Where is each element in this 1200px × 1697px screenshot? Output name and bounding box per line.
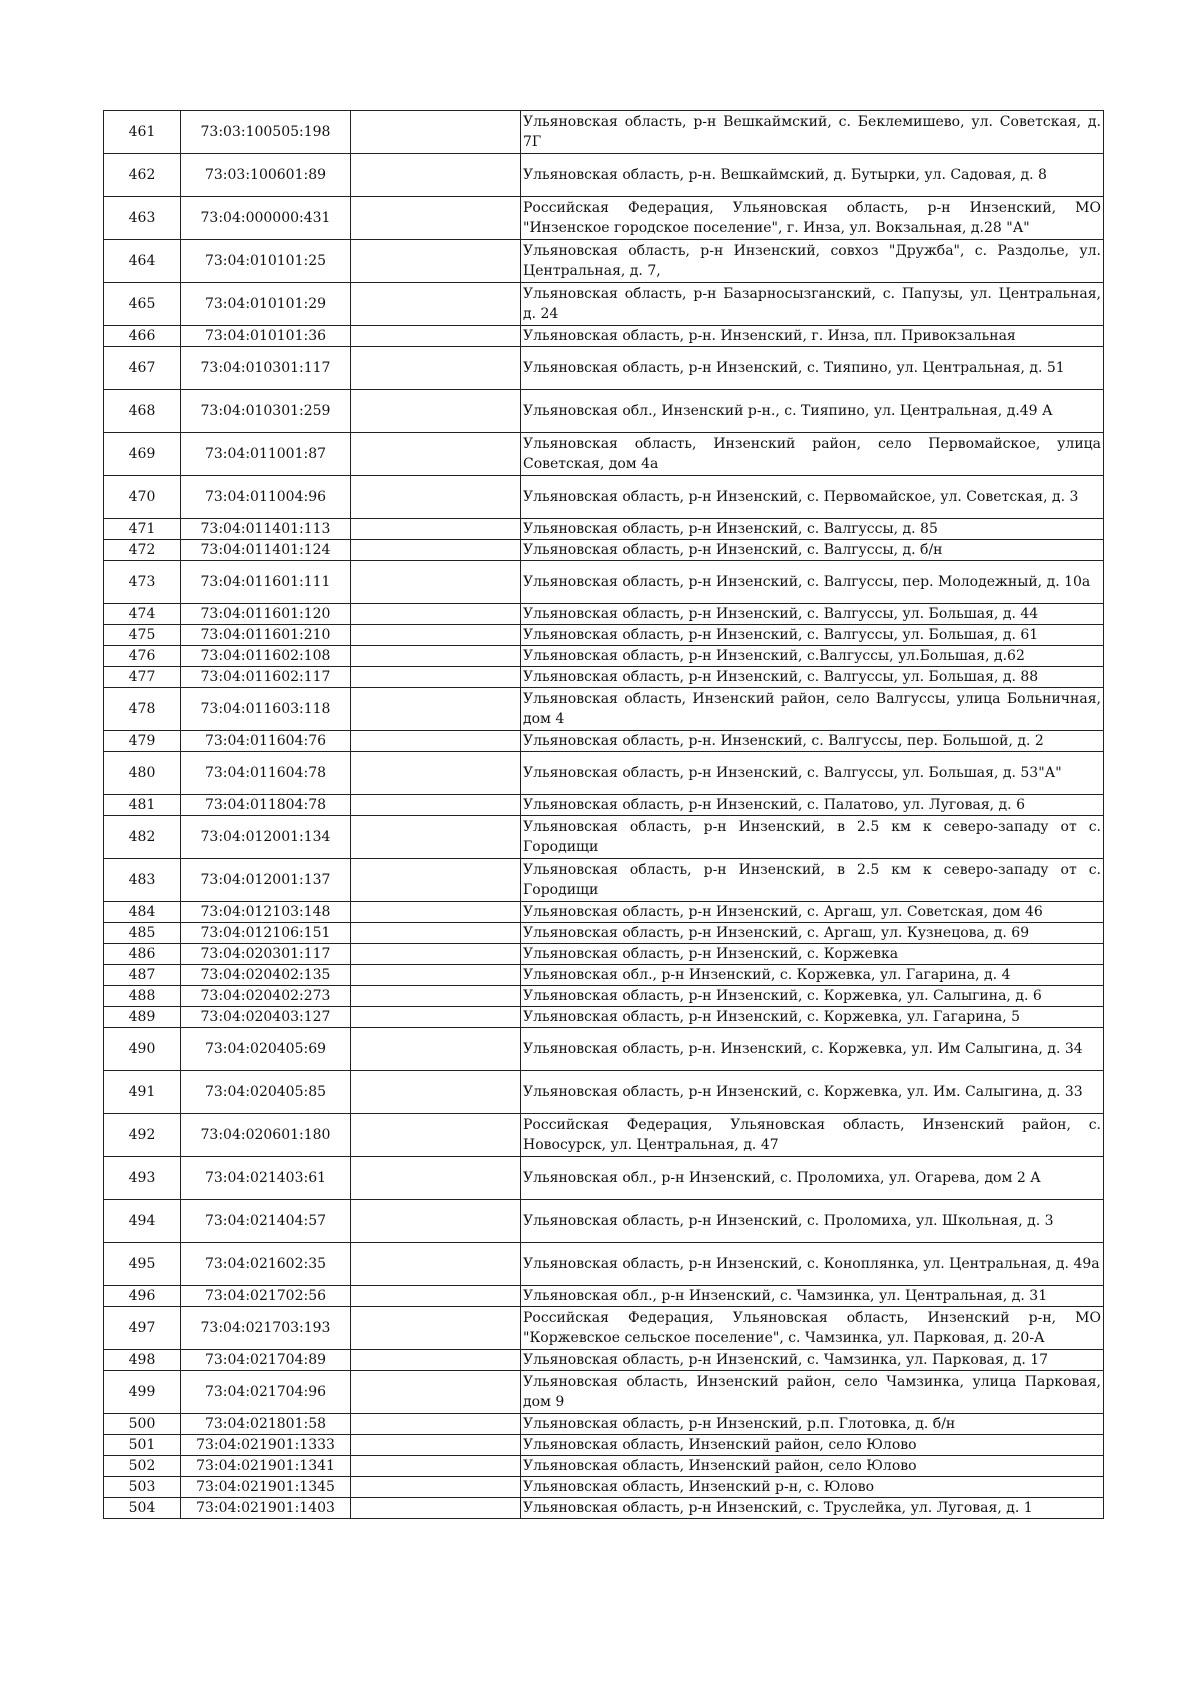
row-number-cell: 477 [104, 667, 181, 688]
row-number-cell: 471 [104, 519, 181, 540]
address-cell: Ульяновская область, р-н Инзенский, с. Труслейка, ул. Луговая, д. 1 [521, 1498, 1104, 1519]
empty-cell [351, 197, 521, 240]
address-cell: Ульяновская область, р-н. Инзенский, г. Инза, пл. Привокзальная [521, 326, 1104, 347]
row-number-cell: 496 [104, 1286, 181, 1307]
row-number-cell: 490 [104, 1028, 181, 1071]
empty-cell [351, 1477, 521, 1498]
row-number-cell: 497 [104, 1307, 181, 1350]
row-number-cell: 493 [104, 1157, 181, 1200]
empty-cell [351, 986, 521, 1007]
cadastral-number-cell: 73:04:012001:134 [181, 816, 351, 859]
table-row [104, 326, 1104, 347]
table-row [104, 731, 1104, 752]
table-body [104, 111, 1104, 1519]
row-number-cell: 474 [104, 604, 181, 625]
empty-cell [351, 1200, 521, 1243]
address-cell: Ульяновская область, р-н Инзенский, с. Коржевка, ул. Им. Салыгина, д. 33 [521, 1071, 1104, 1114]
cadastral-number-cell: 73:04:010101:25 [181, 240, 351, 283]
row-number-cell: 503 [104, 1477, 181, 1498]
row-number-cell: 478 [104, 688, 181, 731]
table-row [104, 667, 1104, 688]
empty-cell [351, 625, 521, 646]
cadastral-number-cell: 73:04:011603:118 [181, 688, 351, 731]
cadastral-number-cell: 73:04:011604:76 [181, 731, 351, 752]
cadastral-number-cell: 73:04:011604:78 [181, 752, 351, 795]
address-cell: Ульяновская область, р-н Инзенский, с. Валгуссы, д. б/н [521, 540, 1104, 561]
table-row [104, 1371, 1104, 1414]
address-cell: Ульяновская область, р-н Инзенский, с. Аргаш, ул. Советская, дом 46 [521, 902, 1104, 923]
row-number-cell: 486 [104, 944, 181, 965]
row-number-cell: 464 [104, 240, 181, 283]
cadastral-number-cell: 73:04:020402:135 [181, 965, 351, 986]
row-number-cell: 492 [104, 1114, 181, 1157]
address-cell: Ульяновская область, р-н Базарносызганский, с. Папузы, ул. Центральная, д. 24 [521, 283, 1104, 326]
cadastral-number-cell: 73:04:021704:96 [181, 1371, 351, 1414]
cadastral-number-cell: 73:03:100601:89 [181, 154, 351, 197]
table-row [104, 154, 1104, 197]
address-cell: Ульяновская область, р-н Инзенский, с. Валгуссы, ул. Большая, д. 44 [521, 604, 1104, 625]
table-row [104, 752, 1104, 795]
row-number-cell: 494 [104, 1200, 181, 1243]
row-number-cell: 466 [104, 326, 181, 347]
address-cell: Ульяновская область, Инзенский район, село Юлово [521, 1435, 1104, 1456]
address-cell: Ульяновская область, Инзенский р-н, с. Юлово [521, 1477, 1104, 1498]
empty-cell [351, 1456, 521, 1477]
address-cell: Ульяновская область, р-н Инзенский, с. Валгуссы, ул. Большая, д. 61 [521, 625, 1104, 646]
row-number-cell: 476 [104, 646, 181, 667]
row-number-cell: 499 [104, 1371, 181, 1414]
empty-cell [351, 731, 521, 752]
address-cell: Ульяновская область, р-н. Вешкаймский, д. Бутырки, ул. Садовая, д. 8 [521, 154, 1104, 197]
address-cell: Ульяновская область, р-н Инзенский, совхоз "Дружба", с. Раздолье, ул. Центральная, д. 7, [521, 240, 1104, 283]
empty-cell [351, 859, 521, 902]
address-cell: Ульяновская область, р-н Вешкаймский, с. Беклемишево, ул. Советская, д. 7Г [521, 111, 1104, 154]
empty-cell [351, 240, 521, 283]
row-number-cell: 491 [104, 1071, 181, 1114]
cadastral-number-cell: 73:04:021403:61 [181, 1157, 351, 1200]
empty-cell [351, 965, 521, 986]
table-row [104, 433, 1104, 476]
cadastral-number-cell: 73:04:021702:56 [181, 1286, 351, 1307]
cadastral-number-cell: 73:04:011601:210 [181, 625, 351, 646]
row-number-cell: 484 [104, 902, 181, 923]
address-cell: Ульяновская область, р-н Инзенский, с. Коржевка, ул. Гагарина, 5 [521, 1007, 1104, 1028]
table-row [104, 1007, 1104, 1028]
empty-cell [351, 1243, 521, 1286]
empty-cell [351, 1028, 521, 1071]
empty-cell [351, 433, 521, 476]
cadastral-number-cell: 73:04:011401:113 [181, 519, 351, 540]
empty-cell [351, 347, 521, 390]
row-number-cell: 485 [104, 923, 181, 944]
address-cell: Ульяновская область, р-н Инзенский, с. Валгуссы, пер. Молодежный, д. 10а [521, 561, 1104, 604]
cadastral-number-cell: 73:04:000000:431 [181, 197, 351, 240]
address-cell: Ульяновская область, р-н Инзенский, с. Тияпино, ул. Центральная, д. 51 [521, 347, 1104, 390]
cadastral-number-cell: 73:04:021901:1403 [181, 1498, 351, 1519]
row-number-cell: 504 [104, 1498, 181, 1519]
cadastral-number-cell: 73:04:010101:36 [181, 326, 351, 347]
table-row [104, 688, 1104, 731]
empty-cell [351, 1286, 521, 1307]
empty-cell [351, 1414, 521, 1435]
empty-cell [351, 667, 521, 688]
address-cell: Ульяновская обл., р-н Инзенский, с. Коржевка, ул. Гагарина, д. 4 [521, 965, 1104, 986]
address-cell: Ульяновская область, р-н. Инзенский, с. Валгуссы, пер. Большой, д. 2 [521, 731, 1104, 752]
address-cell: Ульяновская область, р-н Инзенский, с. Аргаш, ул. Кузнецова, д. 69 [521, 923, 1104, 944]
row-number-cell: 495 [104, 1243, 181, 1286]
table-row [104, 1498, 1104, 1519]
table-row [104, 1414, 1104, 1435]
address-cell: Ульяновская область, Инзенский район, село Валгуссы, улица Больничная, дом 4 [521, 688, 1104, 731]
row-number-cell: 498 [104, 1350, 181, 1371]
address-cell: Ульяновская область, Инзенский район, село Юлово [521, 1456, 1104, 1477]
cadastral-number-cell: 73:04:011001:87 [181, 433, 351, 476]
empty-cell [351, 944, 521, 965]
empty-cell [351, 519, 521, 540]
table-row [104, 816, 1104, 859]
table-row [104, 476, 1104, 519]
cadastral-number-cell: 73:04:021703:193 [181, 1307, 351, 1350]
address-cell: Ульяновская обл., Инзенский р-н., с. Тияпино, ул. Центральная, д.49 А [521, 390, 1104, 433]
address-cell: Ульяновская область, р-н Инзенский, в 2.5 км к северо-западу от с. Городищи [521, 859, 1104, 902]
empty-cell [351, 1307, 521, 1350]
table-row [104, 923, 1104, 944]
cadastral-number-cell: 73:04:021901:1345 [181, 1477, 351, 1498]
address-cell: Ульяновская область, р-н Инзенский, с. Коржевка [521, 944, 1104, 965]
cadastral-number-cell: 73:04:011601:111 [181, 561, 351, 604]
row-number-cell: 502 [104, 1456, 181, 1477]
address-cell: Ульяновская обл., р-н Инзенский, с. Чамзинка, ул. Центральная, д. 31 [521, 1286, 1104, 1307]
empty-cell [351, 1071, 521, 1114]
table-row [104, 111, 1104, 154]
cadastral-number-cell: 73:04:011804:78 [181, 795, 351, 816]
empty-cell [351, 154, 521, 197]
table-row [104, 1157, 1104, 1200]
table-row [104, 390, 1104, 433]
address-cell: Ульяновская область, р-н Инзенский, с. Валгуссы, д. 85 [521, 519, 1104, 540]
table-row [104, 795, 1104, 816]
empty-cell [351, 795, 521, 816]
table-row [104, 1028, 1104, 1071]
empty-cell [351, 923, 521, 944]
row-number-cell: 480 [104, 752, 181, 795]
cadastral-number-cell: 73:04:010301:117 [181, 347, 351, 390]
cadastral-number-cell: 73:04:021704:89 [181, 1350, 351, 1371]
empty-cell [351, 646, 521, 667]
table-row [104, 1350, 1104, 1371]
cadastral-number-cell: 73:04:021602:35 [181, 1243, 351, 1286]
table-row [104, 540, 1104, 561]
cadastral-number-cell: 73:04:021901:1333 [181, 1435, 351, 1456]
property-table [103, 110, 1103, 1519]
row-number-cell: 462 [104, 154, 181, 197]
table-row [104, 283, 1104, 326]
row-number-cell: 470 [104, 476, 181, 519]
address-cell: Российская Федерация, Ульяновская область, Инзенский р-н, МО "Коржевское сельское поселение", с. Чамзинка, ул. Парковая, д. 20-А [521, 1307, 1104, 1350]
cadastral-number-cell: 73:04:021801:58 [181, 1414, 351, 1435]
address-cell: Ульяновская область, р-н Инзенский, с.Валгуссы, ул.Большая, д.62 [521, 646, 1104, 667]
row-number-cell: 472 [104, 540, 181, 561]
row-number-cell: 461 [104, 111, 181, 154]
table-row [104, 1435, 1104, 1456]
cadastral-number-cell: 73:04:020405:69 [181, 1028, 351, 1071]
cadastral-number-cell: 73:04:011602:108 [181, 646, 351, 667]
address-cell: Российская Федерация, Ульяновская область, р-н Инзенский, МО "Инзенское городское поселение", г. Инза, ул. Вокзальная, д.28 "А" [521, 197, 1104, 240]
row-number-cell: 465 [104, 283, 181, 326]
row-number-cell: 479 [104, 731, 181, 752]
row-number-cell: 475 [104, 625, 181, 646]
row-number-cell: 469 [104, 433, 181, 476]
address-cell: Ульяновская область, р-н. Инзенский, с. Коржевка, ул. Им Салыгина, д. 34 [521, 1028, 1104, 1071]
cadastral-number-cell: 73:04:020403:127 [181, 1007, 351, 1028]
cadastral-number-cell: 73:04:020601:180 [181, 1114, 351, 1157]
cadastral-number-cell: 73:04:012106:151 [181, 923, 351, 944]
address-cell: Ульяновская область, р-н Инзенский, с. Первомайское, ул. Советская, д. 3 [521, 476, 1104, 519]
empty-cell [351, 604, 521, 625]
table-row [104, 519, 1104, 540]
table-row [104, 1114, 1104, 1157]
cadastral-number-cell: 73:04:012103:148 [181, 902, 351, 923]
empty-cell [351, 688, 521, 731]
empty-cell [351, 111, 521, 154]
property-table-grid [103, 110, 1104, 1519]
empty-cell [351, 1350, 521, 1371]
row-number-cell: 483 [104, 859, 181, 902]
table-row [104, 197, 1104, 240]
empty-cell [351, 283, 521, 326]
address-cell: Ульяновская область, р-н Инзенский, р.п. Глотовка, д. б/н [521, 1414, 1104, 1435]
empty-cell [351, 561, 521, 604]
cadastral-number-cell: 73:04:011401:124 [181, 540, 351, 561]
cadastral-number-cell: 73:03:100505:198 [181, 111, 351, 154]
cadastral-number-cell: 73:04:010101:29 [181, 283, 351, 326]
address-cell: Ульяновская область, р-н Инзенский, с. Коноплянка, ул. Центральная, д. 49а [521, 1243, 1104, 1286]
table-row [104, 347, 1104, 390]
cadastral-number-cell: 73:04:010301:259 [181, 390, 351, 433]
table-row [104, 240, 1104, 283]
row-number-cell: 468 [104, 390, 181, 433]
address-cell: Ульяновская область, р-н Инзенский, с. Валгуссы, ул. Большая, д. 53"А" [521, 752, 1104, 795]
table-row [104, 859, 1104, 902]
table-row [104, 986, 1104, 1007]
cadastral-number-cell: 73:04:020402:273 [181, 986, 351, 1007]
table-row [104, 1477, 1104, 1498]
row-number-cell: 489 [104, 1007, 181, 1028]
table-row [104, 1243, 1104, 1286]
address-cell: Ульяновская область, Инзенский район, село Первомайское, улица Советская, дом 4а [521, 433, 1104, 476]
empty-cell [351, 902, 521, 923]
row-number-cell: 467 [104, 347, 181, 390]
row-number-cell: 482 [104, 816, 181, 859]
row-number-cell: 481 [104, 795, 181, 816]
cadastral-number-cell: 73:04:020301:117 [181, 944, 351, 965]
row-number-cell: 463 [104, 197, 181, 240]
table-row [104, 604, 1104, 625]
cadastral-number-cell: 73:04:020405:85 [181, 1071, 351, 1114]
cadastral-number-cell: 73:04:021404:57 [181, 1200, 351, 1243]
address-cell: Ульяновская область, р-н Инзенский, с. Валгуссы, ул. Большая, д. 88 [521, 667, 1104, 688]
table-row [104, 1200, 1104, 1243]
empty-cell [351, 1498, 521, 1519]
empty-cell [351, 1371, 521, 1414]
address-cell: Ульяновская область, р-н Инзенский, в 2.5 км к северо-западу от с. Городищи [521, 816, 1104, 859]
table-row [104, 625, 1104, 646]
table-row [104, 944, 1104, 965]
address-cell: Российская Федерация, Ульяновская область, Инзенский район, с. Новосурск, ул. Центральная, д. 47 [521, 1114, 1104, 1157]
empty-cell [351, 326, 521, 347]
empty-cell [351, 1114, 521, 1157]
empty-cell [351, 476, 521, 519]
address-cell: Ульяновская обл., р-н Инзенский, с. Проломиха, ул. Огарева, дом 2 А [521, 1157, 1104, 1200]
table-row [104, 965, 1104, 986]
address-cell: Ульяновская область, р-н Инзенский, с. Чамзинка, ул. Парковая, д. 17 [521, 1350, 1104, 1371]
address-cell: Ульяновская область, р-н Инзенский, с. Проломиха, ул. Школьная, д. 3 [521, 1200, 1104, 1243]
table-row [104, 1071, 1104, 1114]
row-number-cell: 473 [104, 561, 181, 604]
cadastral-number-cell: 73:04:021901:1341 [181, 1456, 351, 1477]
row-number-cell: 501 [104, 1435, 181, 1456]
empty-cell [351, 1007, 521, 1028]
empty-cell [351, 540, 521, 561]
empty-cell [351, 1157, 521, 1200]
table-row [104, 646, 1104, 667]
address-cell: Ульяновская область, р-н Инзенский, с. Коржевка, ул. Салыгина, д. 6 [521, 986, 1104, 1007]
table-row [104, 902, 1104, 923]
table-row [104, 1307, 1104, 1350]
address-cell: Ульяновская область, р-н Инзенский, с. Палатово, ул. Луговая, д. 6 [521, 795, 1104, 816]
empty-cell [351, 752, 521, 795]
cadastral-number-cell: 73:04:011004:96 [181, 476, 351, 519]
cadastral-number-cell: 73:04:011602:117 [181, 667, 351, 688]
row-number-cell: 487 [104, 965, 181, 986]
row-number-cell: 500 [104, 1414, 181, 1435]
empty-cell [351, 1435, 521, 1456]
cadastral-number-cell: 73:04:012001:137 [181, 859, 351, 902]
empty-cell [351, 816, 521, 859]
table-row [104, 1286, 1104, 1307]
row-number-cell: 488 [104, 986, 181, 1007]
address-cell: Ульяновская область, Инзенский район, село Чамзинка, улица Парковая, дом 9 [521, 1371, 1104, 1414]
cadastral-number-cell: 73:04:011601:120 [181, 604, 351, 625]
empty-cell [351, 390, 521, 433]
table-row [104, 1456, 1104, 1477]
table-row [104, 561, 1104, 604]
